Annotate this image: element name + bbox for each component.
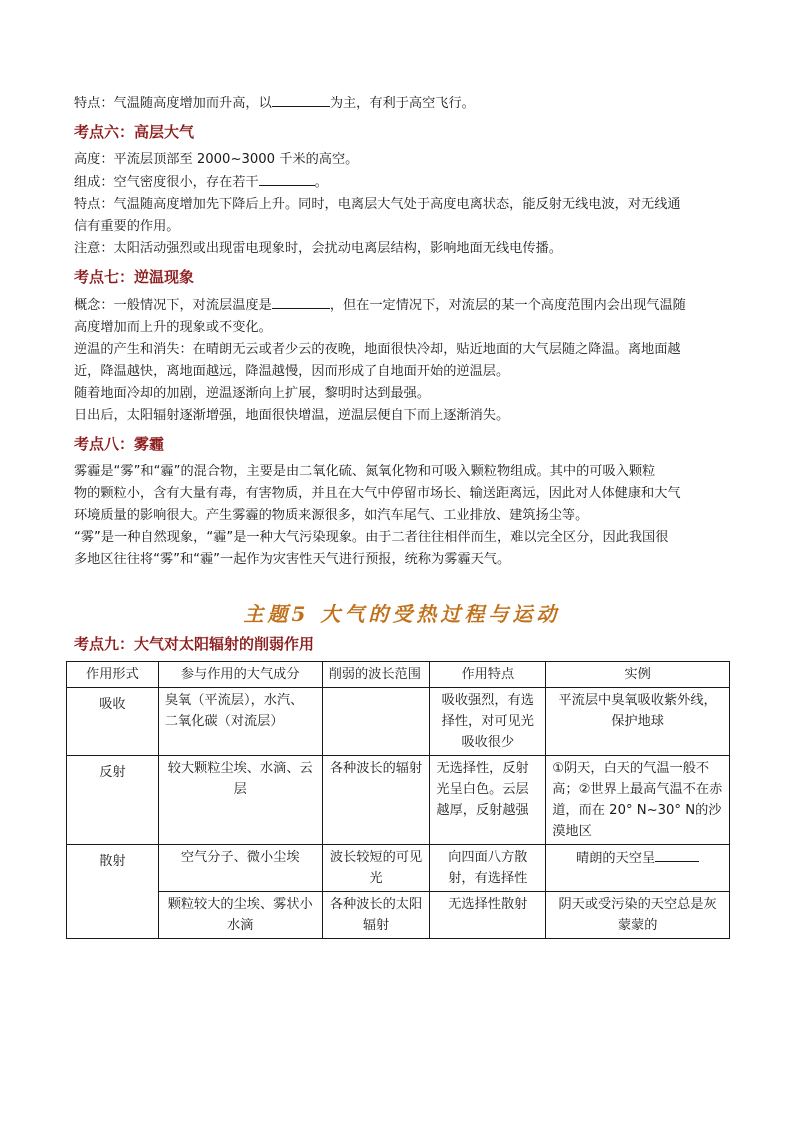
kp8-line-1: 雾霾是“雾”和“霾”的混合物，主要是由二氧化硫、氮氧化物和可吸入颗粒物组成。其中的可吸入颗粒: [74, 464, 656, 479]
table-header-row: [67, 662, 730, 688]
table-cell-feature: 向四面八方散射，有选择性: [430, 845, 546, 892]
kp7-cause-1: 逆温的产生和消失：在晴朗无云或者少云的夜晚，地面很快冷却，贴近地面的大气层随之降温。离地面越: [74, 342, 681, 357]
table-header-cell: 实例: [546, 662, 730, 688]
kp8-line-5: 多地区往往将“雾”和“霾”一起作为灾害性天气进行预报，统称为雾霾天气。: [74, 552, 511, 567]
table-cell-example: 平流层中臭氧吸收紫外线，保护地球: [546, 688, 730, 756]
table-cell-feature: 无选择性，反射光呈白色。云层越厚，反射越强: [430, 756, 546, 845]
section-title-kp6: 考点六：高层大气: [74, 123, 195, 141]
table-header-cell: 作用特点: [430, 662, 546, 688]
attenuation-table: [66, 661, 730, 939]
fill-blank[interactable]: [259, 171, 315, 186]
kp7-concept-2: 高度增加而上升的现象或不变化。: [74, 320, 272, 335]
table-row: [67, 892, 730, 939]
table-header-cell: 作用形式: [67, 662, 159, 688]
table-cell-range: [322, 688, 430, 756]
kp8-line-4: “雾”是一种自然现象，“霾”是一种大气污染现象。由于二者往往相伴而生，难以完全区分，因此我国很: [74, 530, 669, 545]
table-row: [67, 845, 730, 892]
table-cell-range: 波长较短的可见光: [322, 845, 430, 892]
kp6-feature-2: 信有重要的作用。: [74, 219, 180, 234]
table-cell-feature: 无选择性散射: [430, 892, 546, 939]
table-header-cell: 参与作用的大气成分: [158, 662, 322, 688]
kp8-line-2: 物的颗粒小，含有大量有毒，有害物质，并且在大气中停留市场长、输送距离远，因此对人体健康和大气: [74, 486, 681, 501]
table-cell-component: 空气分子、微小尘埃: [158, 845, 322, 892]
section-title-kp7: 考点七：逆温现象: [74, 268, 195, 286]
intro-feature: 特点：气温随高度增加而升高，以 为主，有利于高空飞行。: [74, 92, 730, 115]
fill-blank[interactable]: [655, 847, 699, 862]
section-title-kp9: 考点九：大气对太阳辐射的削弱作用: [74, 635, 315, 653]
table-header-cell: 削弱的波长范围: [322, 662, 430, 688]
table-row: [67, 688, 730, 756]
document-page: [74, 92, 730, 939]
table-cell-example: 晴朗的天空呈: [546, 845, 730, 892]
fill-blank[interactable]: [272, 92, 330, 107]
kp6-note: 注意：太阳活动强烈或出现雷电现象时，会扰动电离层结构，影响地面无线电传播。: [74, 241, 562, 256]
table-cell-component: 较大颗粒尘埃、水滴、云层: [158, 756, 322, 845]
kp6-feature-1: 特点：气温随高度增加先下降后上升。同时，电离层大气处于高度电离状态，能反射无线电波，对无线通: [74, 197, 681, 212]
table-cell-feature: 吸收强烈，有选择性，对可见光吸收很少: [430, 688, 546, 756]
section-title-kp8: 考点八：雾霾: [74, 435, 165, 453]
kp7-cause-4: 日出后，太阳辐射逐渐增强，地面很快增温，逆温层便自下而上逐渐消失。: [74, 408, 510, 423]
table-cell-component: 臭氧（平流层），水汽、二氧化碳（对流层）: [158, 688, 322, 756]
kp7-cause-3: 随着地面冷却的加剧，逆温逐渐向上扩展，黎明时达到最强。: [74, 386, 431, 401]
kp6-height: 高度：平流层顶部至 2000~3000 千米的高空。: [74, 152, 359, 167]
kp6-composition: 组成：空气密度很小，存在若干 。: [74, 171, 730, 194]
table-cell-form: 反射: [67, 756, 159, 845]
table-row: [67, 756, 730, 845]
kp7-cause-2: 近，降温越快，离地面越远，降温越慢，因而形成了自地面开始的逆温层。: [74, 364, 510, 379]
table-cell-form: 吸收: [67, 688, 159, 756]
table-cell-form: 散射: [67, 845, 159, 939]
table-cell-example: 阴天或受污染的天空总是灰蒙蒙的: [546, 892, 730, 939]
kp7-concept-1: 概念：一般情况下，对流层温度是 ，但在一定情况下，对流层的某一个高度范围内会出现气温随: [74, 294, 730, 317]
table-cell-range: 各种波长的辐射: [322, 756, 430, 845]
table-cell-component: 颗粒较大的尘埃、雾状小水滴: [158, 892, 322, 939]
fill-blank[interactable]: [272, 294, 330, 309]
topic-heading: 主题5 大气的受热过程与运动: [243, 602, 561, 626]
table-cell-range: 各种波长的太阳辐射: [322, 892, 430, 939]
table-cell-example: ①阴天，白天的气温一般不高；②世界上最高气温不在赤道，而在 20° N~30° N的沙漠地区: [546, 756, 730, 845]
kp8-line-3: 环境质量的影响很大。产生雾霾的物质来源很多，如汽车尾气、工业排放、建筑扬尘等。: [74, 508, 589, 523]
